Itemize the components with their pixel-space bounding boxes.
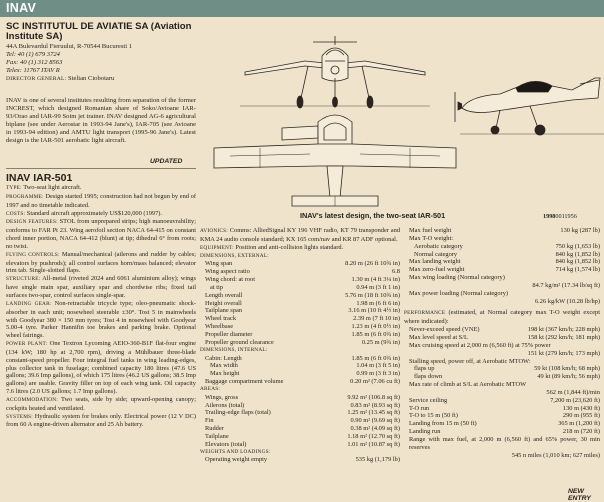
spec-row-key: Wheel track: [205, 315, 237, 323]
spec-row-value: 1.25 m² (13.45 sq ft): [347, 409, 400, 417]
updated-tag: UPDATED: [150, 158, 183, 165]
avionics-paragraph: [200, 227, 400, 244]
areas-list: [200, 394, 400, 449]
spec-row-value: 1.23 m (4 ft 0½ in): [351, 323, 400, 331]
spec-row: [404, 373, 600, 381]
dimensions-column: [200, 227, 400, 464]
spec-row: [404, 405, 600, 413]
spec-row-key: Wings, gross: [205, 393, 239, 401]
figure-caption: INAV's latest design, the two-seat IAR-501: [300, 211, 446, 220]
spec-text: Design started 1995; construction had not begun by end of 1997 and no timetable indicated.: [6, 192, 196, 209]
spec-paragraph: [6, 413, 196, 430]
spec-row: [200, 260, 400, 268]
model-title: INAV IAR-501: [6, 172, 73, 184]
spec-row-value: 0.20 m³ (7.06 cu ft): [350, 378, 400, 386]
spec-row-key: Height overall: [205, 299, 242, 307]
spec-row-value: 0.94 m (3 ft 1 in): [356, 283, 400, 291]
spec-row: [200, 355, 400, 363]
company-telex: Telex: 11767 ITAV R: [6, 67, 60, 75]
spec-row: [404, 389, 600, 397]
spec-row-key: Max zero-fuel weight: [409, 266, 465, 274]
spec-row-key: T-O run: [409, 404, 430, 412]
range-row: [404, 452, 600, 460]
spec-row-key: Wing aspect ratio: [205, 268, 250, 276]
spec-row: [404, 412, 600, 420]
spec-row-key: Tailplane span: [205, 307, 242, 315]
spec-row: [200, 417, 400, 425]
spec-row-key: Normal category: [414, 250, 458, 258]
company-tel: Tel: 40 (1) 679 3724: [6, 51, 60, 59]
spec-row-key: Max T-O weight:: [409, 234, 454, 242]
spec-row: [404, 282, 600, 290]
spec-row: [200, 362, 400, 370]
credit-code: 0011956: [555, 213, 577, 220]
spec-row-key: Trailing-edge flaps (total): [205, 409, 271, 417]
spec-row-value: 750 kg (1,653 lb): [555, 242, 600, 250]
spec-row-key: Max rate of climb at S/L at Aerobatic MTOW: [409, 381, 527, 389]
spec-row: [404, 243, 600, 251]
specs-column: [6, 184, 196, 429]
spec-row-value: 0.38 m² (4.09 sq ft): [350, 425, 400, 433]
aircraft-three-view-drawing: [200, 18, 604, 216]
spec-row-key: Propeller ground clearance: [205, 338, 274, 346]
spec-row-key: Fin: [205, 417, 214, 425]
spec-row-value: 0.25 m (9¾ in): [361, 338, 400, 346]
spec-row-key: Stalling speed, power off, at Aerobatic MTOW:: [409, 357, 531, 365]
spec-row-value: 535 kg (1,179 lb): [355, 456, 400, 464]
spec-row-key: flaps down: [414, 373, 443, 381]
dim-int-list: [200, 355, 400, 386]
performance-label: PERFORMANCE: [404, 310, 446, 317]
intro-paragraph: INAV is one of several institutes resulting from separation of the former INCREST, which designed Romanian share of Soko/Avioane IAR-93/Orao and IAR-99 Soim jet trainer. INAV designed AG-6 agricultural biplane (see under Aerostar in 1993-94 Jane's), IAR-705 (see Avioane in 1993-94 edition) and AMTU light transport (1995-96 Jane's). Latest design is the IAR-501 aerobatic light aircraft.: [6, 97, 197, 145]
spec-row-value: 2.39 m (7 ft 10 in): [353, 315, 400, 323]
spec-row-value: 5.76 m (18 ft 10¾ in): [345, 291, 400, 299]
spec-row-value: 562 m (1,844 ft)/min: [546, 388, 600, 396]
spec-row: [200, 292, 400, 300]
spec-label: POWER PLANT:: [6, 341, 48, 348]
spec-text: Two-seat light aircraft.: [23, 184, 82, 191]
spec-row-value: 151 kt (279 km/h; 173 mph): [527, 349, 600, 357]
dim-ext-list: [200, 260, 400, 346]
spec-row: [200, 402, 400, 410]
spec-row-key: flaps up: [414, 365, 435, 373]
spec-row-key: Wing chord: at root: [205, 276, 255, 284]
spec-row-key: at tip: [210, 283, 223, 291]
equipment-paragraph: [200, 244, 400, 253]
new-entry-tag: NEW ENTRY: [568, 488, 591, 502]
spec-row: [404, 358, 600, 366]
spec-row-value: 1.85 m (6 ft 0¾ in): [351, 354, 400, 362]
performance-list: [404, 326, 600, 436]
spec-row: [404, 334, 600, 342]
spec-row: [200, 331, 400, 339]
range-text: Range with max fuel, at 2,000 m (6,560 ft) and 65% power, 30 min reserves: [409, 435, 600, 451]
side-view-drawing: [455, 78, 604, 135]
spec-text: Non-retractable tricycle type; oleo-pneumatic shock-absorber in each unit; nosewheel steerable ±30°. Tost 5 in mainwheels with Goodyear 380 × 150 mm tyres; Tost 4 in nosewheel with Goodyear 5.00-4 tyre. Parker Hannifin toe brakes and parking brake. Optional wheel fairings.: [6, 299, 196, 340]
section-divider: [6, 168, 196, 169]
spec-row-value: 1.30 m (4 ft 3¼ in): [351, 276, 400, 284]
spec-row: [200, 323, 400, 331]
spec-paragraph: [6, 340, 196, 396]
director-name: Stelian Ciobotaru: [67, 75, 115, 83]
spec-row: [404, 326, 600, 334]
dim-ext-label: DIMENSIONS, EXTERNAL:: [200, 252, 269, 259]
spec-row: [404, 350, 600, 358]
range-value: 545 n miles (1,010 km; 627 miles): [511, 451, 600, 459]
spec-row: [200, 268, 400, 276]
spec-row-value: 840 kg (1,852 lb): [555, 258, 600, 266]
spec-row-key: Max height: [210, 370, 240, 378]
avionics-label: AVIONICS:: [200, 228, 228, 234]
spec-row: [200, 456, 400, 464]
company-name: SC INSTITUTUL DE AVIATIE SA (Aviation Institute SA): [6, 21, 192, 43]
spec-row-value: 0.99 m (3 ft 3 in): [356, 370, 400, 378]
company-director: [6, 75, 226, 83]
spec-text: One Textron Lycoming AEIO-360-B1F flat-four engine (134 kW; 180 hp at 2,700 rpm), driving a Mühlbauer three-blade constant-speed propeller. Four integral fuel tanks in wing leading-edges, plus collector tank in fuselage; combined capacity 180 litres (47.6 US gallons; 39.6 Imp gallons), of which 175 litres (46.2 US gallons; 38.5 Imp gallons) are usable. Gravity filler on top of each wing tank. Oil capacity 7.6 litres (2.0 US gallons; 1.7 Imp gallons).: [6, 340, 196, 396]
spec-row-key: Max fuel weight: [409, 227, 452, 234]
spec-row: [404, 420, 600, 428]
spec-row-value: 290 m (955 ft): [562, 412, 600, 420]
spec-row-value: 9.92 m² (106.8 sq ft): [347, 393, 400, 401]
spec-row-key: Wheelbase: [205, 323, 234, 331]
spec-row-key: Ailerons (total): [205, 401, 245, 409]
spec-row-value: 6.26 kg/kW (10.28 lb/hp): [534, 297, 600, 305]
spec-row-key: Max cruising speed at 2,000 m (6,560 ft) at 75% power: [409, 341, 551, 349]
spec-row: [200, 441, 400, 449]
spec-row: [404, 258, 600, 266]
spec-label: COSTS:: [6, 210, 26, 217]
spec-row-value: 0.83 m² (8.93 sq ft): [350, 401, 400, 409]
spec-paragraph: [6, 275, 196, 300]
spec-row: [404, 298, 600, 306]
spec-row-value: 8.20 m (26 ft 10¾ in): [345, 260, 400, 268]
spec-row: [200, 300, 400, 308]
spec-row: [404, 428, 600, 436]
director-label: DIRECTOR GENERAL:: [6, 76, 67, 83]
spec-row: [404, 266, 600, 274]
spec-row-key: Operating weight empty: [205, 456, 268, 464]
spec-row-value: 130 m (430 ft): [562, 404, 600, 412]
spec-row-value: 59 kt (108 km/h; 68 mph): [534, 365, 600, 373]
spec-row-value: 218 m (720 ft): [562, 428, 600, 436]
spec-label: PROGRAMME:: [6, 193, 44, 200]
spec-label: ACCOMMODATION:: [6, 396, 58, 403]
dim-int-label: DIMENSIONS, INTERNAL:: [200, 346, 268, 353]
spec-row-key: Wing span: [205, 260, 233, 268]
spec-row: [200, 370, 400, 378]
avionics-text: Comms: AlliedSignal KY 196 VHF radio, KT 79 transponder and KMA 24 audio console standard; KX 165 com/nav and KR 87 ADF optional.: [200, 227, 400, 243]
weights-list: [200, 456, 400, 464]
spec-row-value: 1.98 m (6 ft 6 in): [356, 299, 400, 307]
spec-paragraph: [6, 184, 196, 193]
company-address: 44A Bulevardul Fieruului, R-70544 Bucuresti 1: [6, 43, 133, 50]
areas-label: AREAS:: [200, 385, 221, 392]
spec-label: STRUCTURE:: [6, 276, 41, 283]
company-address-block: [6, 43, 226, 83]
spec-row-value: 158 kt (292 km/h; 181 mph): [527, 333, 600, 341]
spec-row-value: 1.04 m (3 ft 5 in): [356, 362, 400, 370]
spec-row: [200, 433, 400, 441]
spec-row: [404, 290, 600, 298]
performance-column: [404, 227, 600, 459]
spec-paragraph: [6, 300, 196, 340]
spec-row-key: Max wing loading (Normal category): [409, 274, 505, 282]
equipment-label: EQUIPMENT:: [200, 244, 234, 251]
spec-row: [404, 274, 600, 282]
spec-row: [404, 235, 600, 243]
plan-view-drawing: [214, 115, 456, 206]
front-view-drawing: [240, 36, 430, 108]
spec-text: Hydraulic system for brakes only. Electrical power (12 V DC) from 60 A engine-driven alternator and 25 Ah battery.: [6, 412, 196, 429]
spec-label: SYSTEMS:: [6, 413, 33, 420]
spec-paragraph: [6, 210, 196, 219]
spec-paragraph: [6, 396, 196, 413]
spec-row-key: Landing from 15 m (50 ft): [409, 420, 477, 428]
spec-paragraph: [6, 251, 196, 276]
spec-row-key: Never-exceed speed (VNE): [409, 326, 480, 334]
spec-row: [200, 307, 400, 315]
spec-paragraph: [6, 218, 196, 250]
spec-row-key: Tailplane: [205, 432, 229, 440]
spec-row-value: 49 kt (89 km/h; 56 mph): [537, 373, 600, 381]
page-title: INAV: [6, 1, 37, 15]
spec-row: [404, 251, 600, 259]
spec-text: Two seats, side by side; upward-opening canopy; cockpits heated and ventilated.: [6, 395, 196, 412]
equipment-text: Position and anti-collision lights standard.: [235, 243, 344, 251]
spec-row-value: 1.18 m² (12.70 sq ft): [347, 432, 400, 440]
spec-row-key: Max landing weight: [409, 258, 461, 266]
spec-row-key: Service ceiling: [409, 396, 448, 404]
company-fax: Fax: 40 (1) 312 8563: [6, 59, 63, 67]
weights-label: WEIGHTS AND LOADINGS:: [200, 448, 271, 455]
spec-row-key: Max width: [210, 362, 238, 370]
spec-row: [200, 378, 400, 386]
spec-paragraph: [6, 193, 196, 210]
spec-row-key: Landing run: [409, 428, 441, 436]
spec-label: FLYING CONTROLS:: [6, 251, 60, 258]
spec-row: [404, 342, 600, 350]
header-bar: [0, 0, 604, 17]
spec-row-value: 365 m (1,200 ft): [558, 420, 600, 428]
spec-label: DESIGN FEATURES:: [6, 219, 58, 226]
figure-credit: [543, 213, 577, 220]
spec-label: TYPE:: [6, 185, 22, 191]
spec-row-value: 198 kt (367 km/h; 228 mph): [527, 326, 600, 334]
spec-row-value: 84.7 kg/m² (17.34 lb/sq ft): [532, 281, 600, 289]
performance-paragraph: [404, 309, 600, 326]
spec-row-key: Max level speed at S/L: [409, 333, 468, 341]
spec-row-value: 714 kg (1,574 lb): [555, 266, 600, 274]
spec-row-value: 1.85 m (6 ft 0¾ in): [351, 330, 400, 338]
spec-row: [200, 276, 400, 284]
spec-text: Standard aircraft approximately US$120,000 (1997).: [26, 209, 163, 217]
spec-text: STOL from unprepared strips; high manoeuvrability; conforms to FAR Pt 23. Wing aerofoil section NACA 64-415 on constant chord inner portion, NACA 64-412 (blunt) at tip; dihedral 6° from roots; no twist.: [6, 218, 196, 250]
spec-row: [404, 227, 600, 235]
spec-row-value: 0.90 m² (9.69 sq ft): [350, 417, 400, 425]
spec-row-value: 3.16 m (10 ft 4½ in): [348, 307, 400, 315]
spec-row: [404, 365, 600, 373]
spec-row-key: Max power loading (Normal category): [409, 289, 509, 297]
spec-row: [200, 339, 400, 347]
spec-row-key: Cabin: Length: [205, 354, 242, 362]
weights-continued-list: [404, 227, 600, 305]
spec-row: [200, 315, 400, 323]
spec-row-key: Rudder: [205, 425, 224, 433]
spec-row-key: Length overall: [205, 291, 243, 299]
spec-row-value: 840 kg (1,852 lb): [555, 250, 600, 258]
spec-row: [200, 394, 400, 402]
spec-row-value: 6.8: [392, 268, 400, 276]
spec-row: [404, 397, 600, 405]
spec-row: [200, 409, 400, 417]
spec-text: All-metal (riveted 2024 and 6061 aluminium alloy); wings have single main spar, auxiliary spar and chordwise ribs; fixed tail surfaces two-spar, control surfaces single-spar.: [6, 275, 196, 299]
spec-text: Manual/mechanical (ailerons and rudder by cables; elevators by pushrods); all control surfaces horn/mass balanced; elevator trim tab. Single-slotted flaps.: [6, 250, 196, 275]
spec-row: [200, 425, 400, 433]
spec-label: LANDING GEAR:: [6, 300, 52, 307]
spec-row-key: Baggage compartment volume: [205, 378, 284, 386]
spec-row: [404, 381, 600, 389]
spec-row: [200, 284, 400, 292]
performance-text: (estimated, at Normal category max T-O weight except where indicated):: [404, 309, 601, 326]
spec-row-value: 7,200 m (23,620 ft): [550, 396, 600, 404]
spec-row-key: Elevators (total): [205, 440, 247, 448]
spec-row-key: T-O to 15 m (50 ft): [409, 412, 458, 420]
spec-row-value: 1.01 m² (10.87 sq ft): [347, 440, 400, 448]
credit-year: 1998: [543, 213, 556, 220]
spec-row-key: Propeller diameter: [205, 330, 253, 338]
spec-row-value: 130 kg (287 lb): [560, 227, 600, 234]
spec-row-key: Aerobatic category: [414, 242, 463, 250]
